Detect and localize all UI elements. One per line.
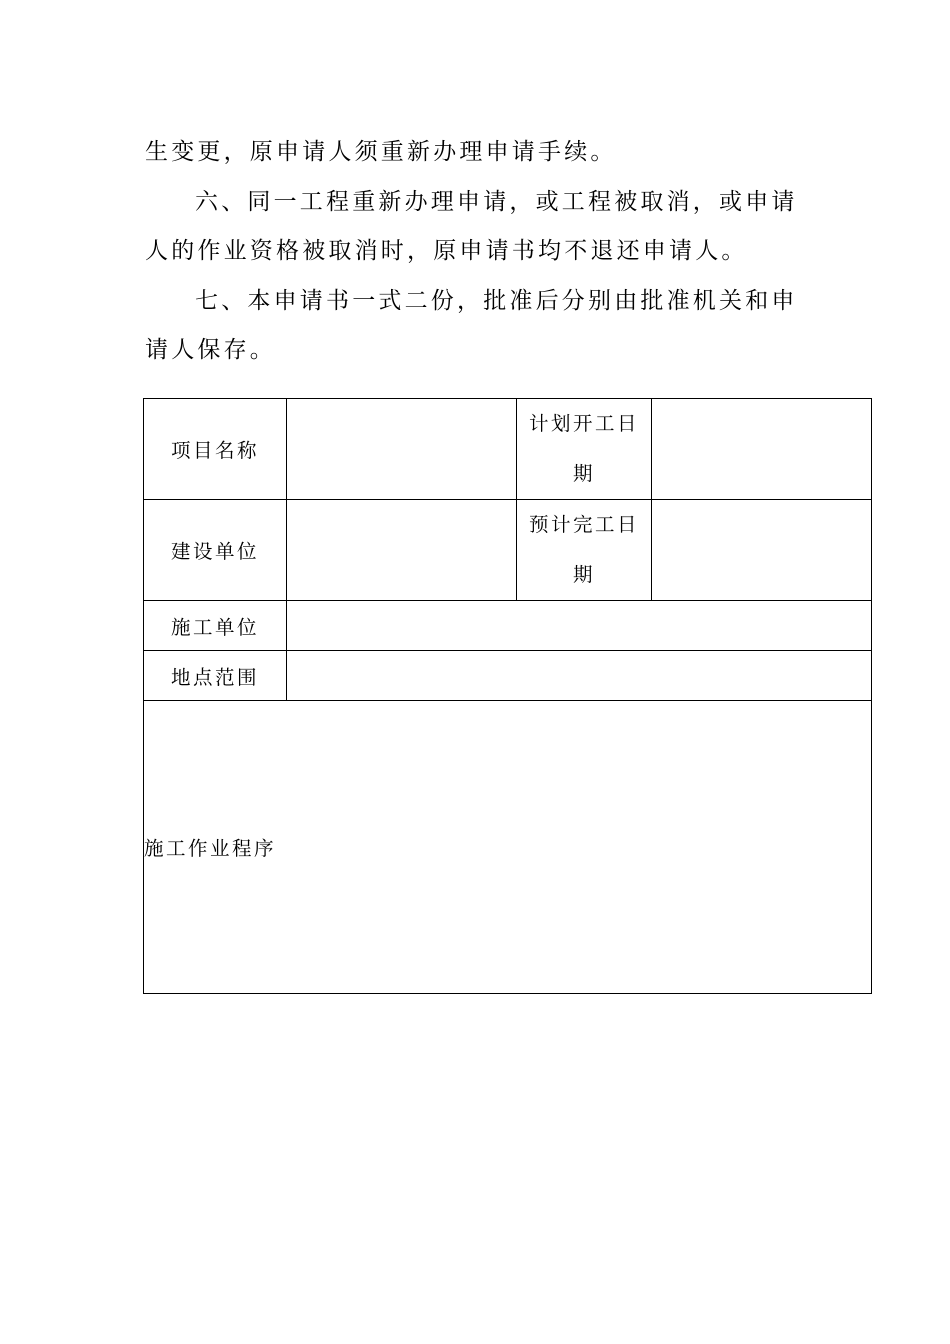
body-text [145, 128, 810, 376]
expected-finish-date-label-line-2: 期 [572, 563, 595, 586]
project-name-field[interactable] [287, 399, 517, 500]
contractor-label: 施工单位 [144, 601, 287, 651]
planned-start-date-label-line-1: 计划开工日 [528, 412, 639, 435]
form-row-procedure [144, 701, 872, 994]
procedure-cell[interactable] [144, 701, 872, 994]
planned-start-date-field[interactable] [652, 399, 872, 500]
location-field[interactable] [287, 651, 872, 701]
form-row-builder [144, 500, 872, 601]
paragraph-line-1: 生变更，原申请人须重新办理申请手续。 [145, 139, 617, 165]
form-row-location [144, 651, 872, 701]
expected-finish-date-label-line-1: 预计完工日 [528, 513, 639, 536]
location-label: 地点范围 [144, 651, 287, 701]
procedure-label: 施工作业程序 [144, 837, 277, 860]
planned-start-date-label-line-2: 期 [572, 462, 595, 485]
planned-start-date-label [517, 399, 652, 500]
expected-finish-date-label [517, 500, 652, 601]
paragraph-line-4: 七、本申请书一式二份，批准后分别由批准机关和申 [195, 287, 798, 314]
paragraph-line-5: 请人保存。 [145, 337, 276, 363]
contractor-field[interactable] [287, 601, 872, 651]
builder-field[interactable] [287, 500, 517, 601]
form-row-contractor [144, 601, 872, 651]
project-name-label: 项目名称 [144, 399, 287, 500]
application-form-table [143, 398, 872, 994]
expected-finish-date-field[interactable] [652, 500, 872, 601]
builder-label: 建设单位 [144, 500, 287, 601]
form-row-project [144, 399, 872, 500]
paragraph-line-3: 人的作业资格被取消时，原申请书均不退还申请人。 [145, 238, 748, 264]
paragraph-line-2: 六、同一工程重新办理申请，或工程被取消，或申请 [195, 188, 798, 215]
